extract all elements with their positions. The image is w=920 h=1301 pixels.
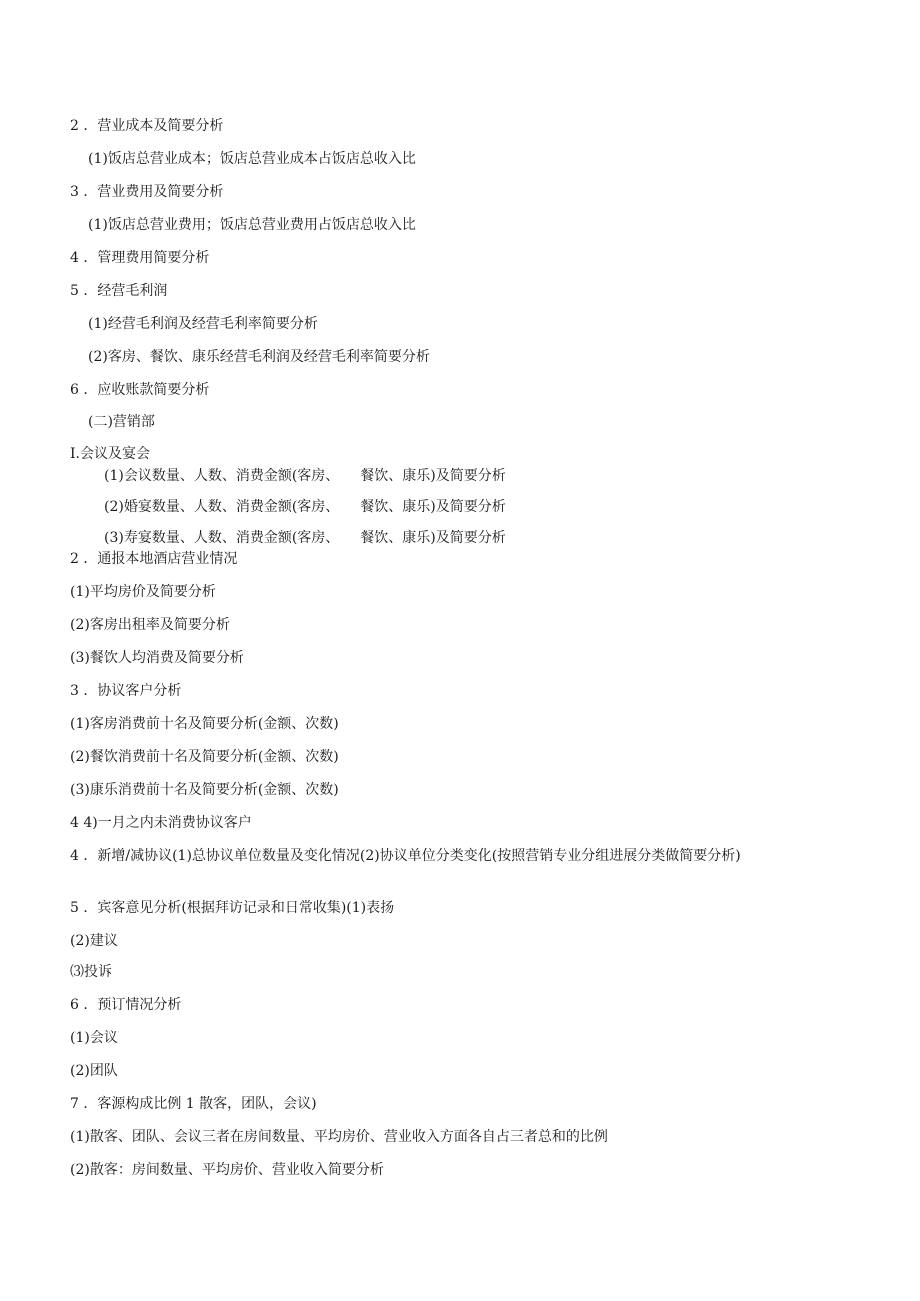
item-total-operating-cost: (1)饭店总营业成本；饭店总营业成本占饭店总收入比: [88, 151, 416, 167]
section-marketing: (二)营销部: [88, 414, 155, 430]
item-total-operating-expense: (1)饭店总营业费用；饭店总营业费用占饭店总收入比: [88, 217, 416, 233]
item-occupancy-rate: (2)客房出租率及简要分析: [70, 617, 230, 633]
heading-contract-clients: 3 ．协议客户分析: [70, 683, 182, 699]
heading-guest-feedback: 5 ．宾客意见分析(根据拜访记录和日常收集)(1)表扬: [70, 900, 395, 916]
heading-new-contracts: 4 ．新增/减协议(1)总协议单位数量及变化情况(2)协议单位分类变化(按照营销专业分组进展分类做简要分析): [70, 848, 741, 864]
heading-receivables: 6 ．应收账款简要分析: [70, 382, 210, 398]
item-dining-top-ten: (2)餐饮消费前十名及简要分析(金额、次数): [70, 749, 339, 765]
item-birthday-banquets: (3)寿宴数量、人数、消费金额(客房、 餐饮、康乐)及简要分析: [104, 530, 506, 546]
item-inactive-clients: 4 4)一月之内未消费协议客户: [70, 815, 252, 831]
heading-management-expense: 4 ．管理费用简要分析: [70, 250, 210, 266]
item-recreation-top-ten: (3)康乐消费前十名及简要分析(金额、次数): [70, 782, 339, 798]
item-weddings: (2)婚宴数量、人数、消费金额(客房、 餐饮、康乐)及简要分析: [104, 499, 506, 515]
heading-local-hotels: 2 ．通报本地酒店营业情况: [70, 551, 238, 567]
item-reservation-meetings: (1)会议: [70, 1030, 118, 1046]
item-source-proportions: (1)散客、团队、会议三者在房间数量、平均房价、营业收入方面各自占三者总和的比例: [70, 1129, 608, 1145]
item-average-room-rate: (1)平均房价及简要分析: [70, 584, 216, 600]
heading-operating-expense: 3 ．营业费用及简要分析: [70, 184, 224, 200]
item-dining-per-capita: (3)餐饮人均消费及简要分析: [70, 650, 244, 666]
item-meetings: (1)会议数量、人数、消费金额(客房、 餐饮、康乐)及简要分析: [104, 468, 506, 484]
item-gross-profit-analysis: (1)经营毛利润及经营毛利率简要分析: [88, 316, 318, 332]
item-complaints: ⑶投诉: [70, 964, 112, 980]
heading-source-mix: 7 ．客源构成比例 1 散客，团队，会议): [70, 1096, 317, 1112]
heading-reservations: 6 ．预订情况分析: [70, 997, 182, 1013]
item-walk-in-analysis: (2)散客：房间数量、平均房价、营业收入简要分析: [70, 1162, 384, 1178]
heading-gross-profit: 5 ．经营毛利润: [70, 283, 168, 299]
item-reservation-groups: (2)团队: [70, 1063, 118, 1079]
item-suggestions: (2)建议: [70, 933, 118, 949]
item-room-top-ten: (1)客房消费前十名及简要分析(金额、次数): [70, 716, 339, 732]
heading-meetings-banquets: I.会议及宴会: [70, 446, 150, 462]
item-department-gross-profit: (2)客房、餐饮、康乐经营毛利润及经营毛利率简要分析: [88, 349, 430, 365]
heading-operating-cost: 2 ．营业成本及简要分析: [70, 118, 224, 134]
